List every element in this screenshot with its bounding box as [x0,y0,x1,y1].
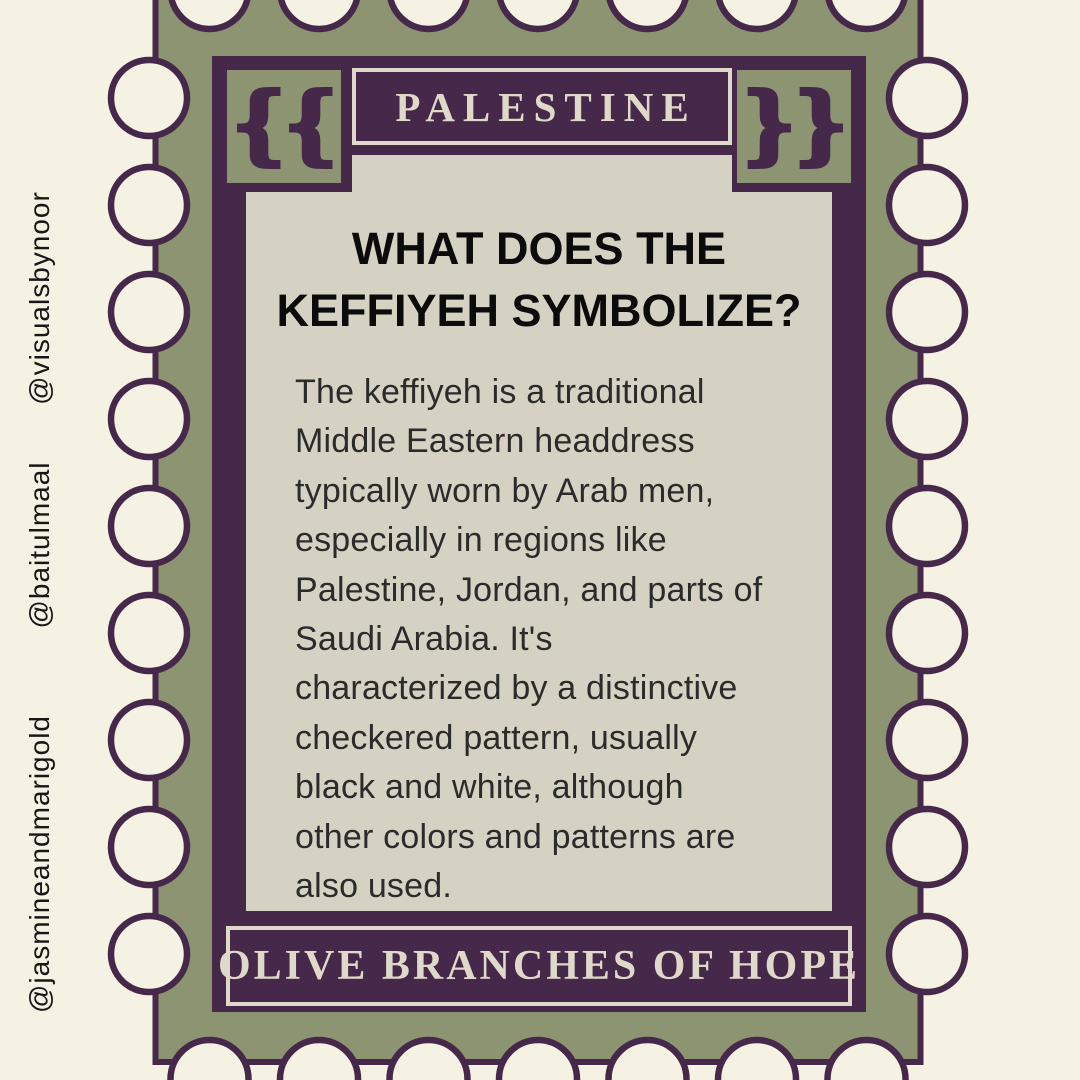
perforation-notch [111,381,187,457]
perforation-notch [889,274,965,350]
perforation-notch [111,274,187,350]
footer-banner-label: OLIVE BRANCHES OF HOPE [217,943,861,989]
answer-line: Middle Eastern headdress [295,422,695,461]
answer-paragraph [295,368,815,911]
perforation-notch [889,60,965,136]
question-heading [246,218,832,342]
perforation-notch [889,916,965,992]
country-label-box [352,68,732,145]
answer-line: other colors and patterns are [295,817,736,856]
country-label: PALESTINE [395,83,697,130]
perforation-notch [111,488,187,564]
watermark-handle-baitulmaal: @baitulmaal [24,461,55,629]
question-heading-line-1: WHAT DOES THE [351,223,727,274]
watermark-handle-visualsbynoor: @visualsbynoor [24,191,55,405]
answer-line: Palestine, Jordan, and parts of [295,570,763,609]
right-ornament-box [737,70,851,183]
perforation-notch [111,595,187,671]
answer-line: typically worn by Arab men, [295,471,715,510]
perforation-notch [111,167,187,243]
perforation-notch [889,488,965,564]
left-ornament-box [227,70,341,183]
answer-line: black and white, although [295,768,684,807]
answer-line: The keffiyeh is a traditional [295,373,705,411]
footer-banner-box [217,926,861,1006]
perforation-notch [889,167,965,243]
watermark-handle-jasmineandmarigold: @jasmineandmarigold [24,714,55,1014]
perforation-notch [111,60,187,136]
perforation-notch [111,809,187,885]
perforation-notch [111,702,187,778]
perforation-notch [889,595,965,671]
answer-line: especially in regions like [295,521,667,560]
perforation-notch [111,916,187,992]
content-panel-step [352,155,732,195]
perforation-notch [889,809,965,885]
answer-line: checkered pattern, usually [295,718,698,757]
perforation-notch [889,381,965,457]
answer-line: Saudi Arabia. It's [295,620,553,659]
curly-brace-ornament-left: {{ [231,73,337,173]
answer-line: characterized by a distinctive [295,669,738,708]
curly-brace-ornament-right: }} [741,73,847,173]
perforation-notch [889,702,965,778]
answer-line: also used. [295,867,452,906]
question-heading-line-2: KEFFIYEH SYMBOLIZE? [276,285,802,336]
